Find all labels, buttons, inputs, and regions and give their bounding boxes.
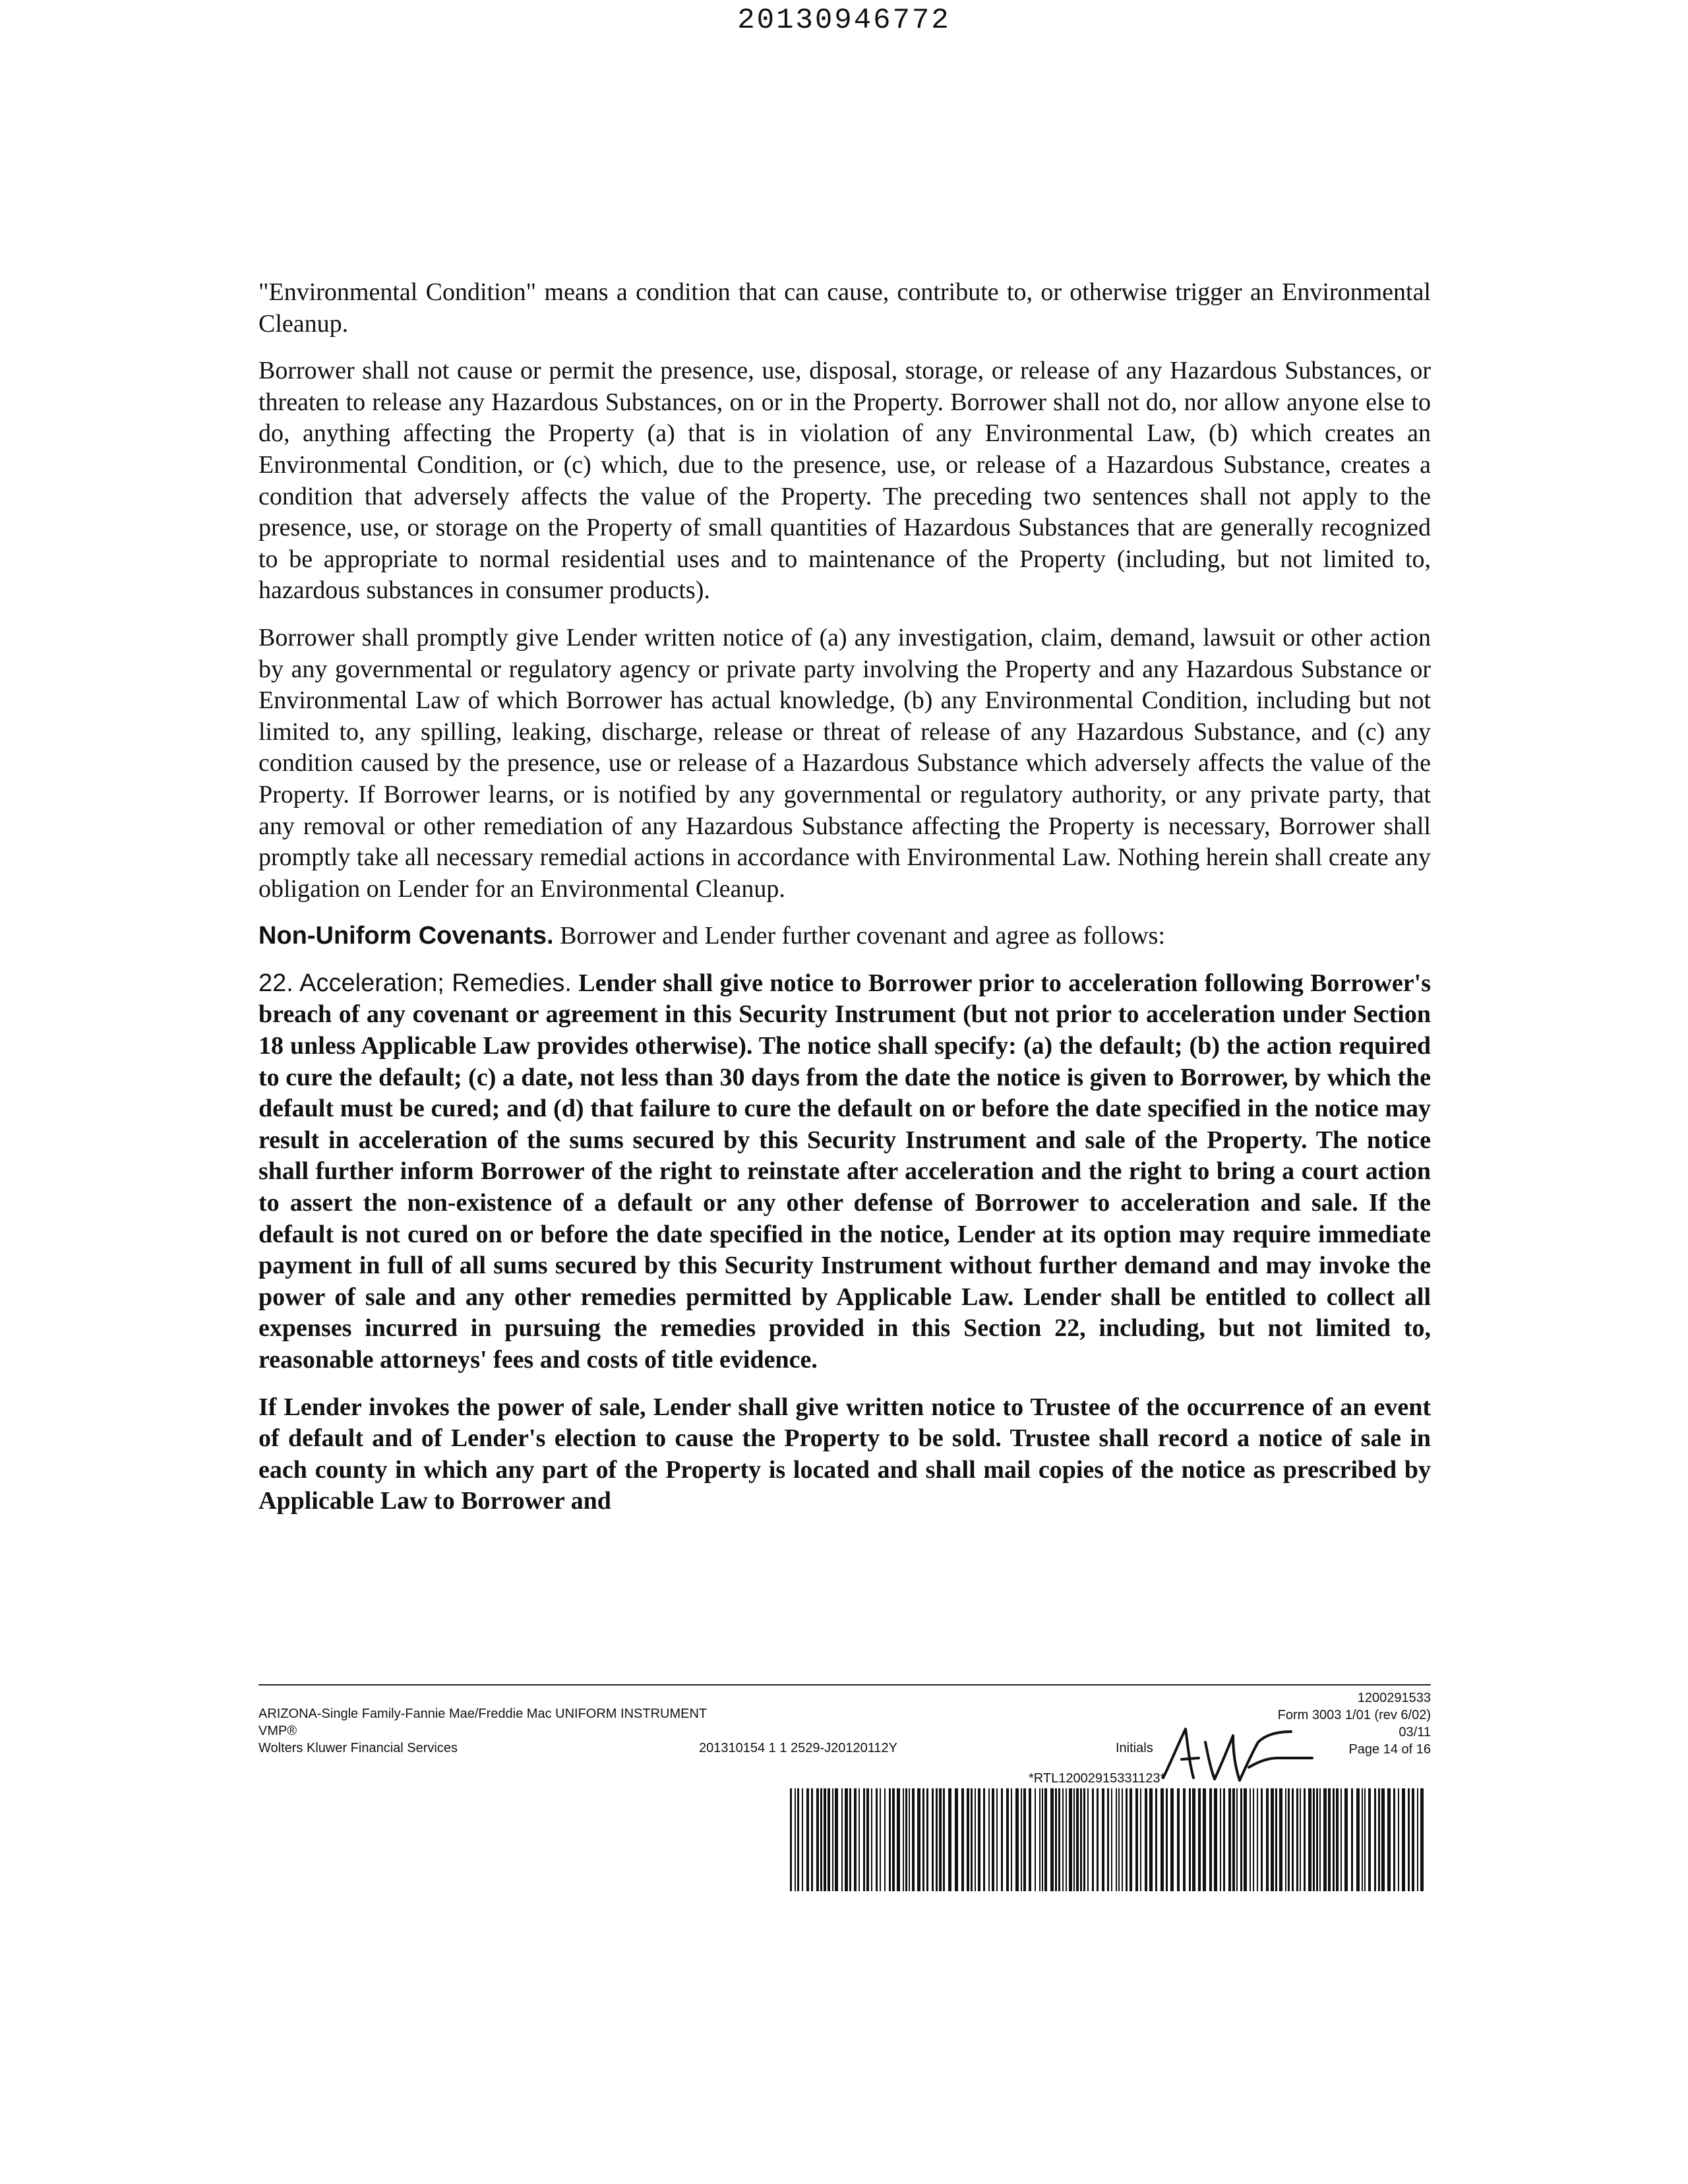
recording-number: 20130946772 (737, 4, 951, 37)
paragraph-section-22 (258, 968, 1431, 1376)
paragraph-environmental-condition: "Environmental Condition" means a condition that can cause, contribute to, or otherwise trigger an Environmental Cleanup. (258, 278, 1431, 338)
non-uniform-covenants-heading: Non-Uniform Covenants. (258, 922, 554, 950)
initials-signature-icon (1159, 1722, 1324, 1788)
document-code: 201310154 1 1 2529-J20120112Y (699, 1741, 898, 1755)
page-number: Page 14 of 16 (1348, 1742, 1431, 1757)
section-22-text: Lender shall give notice to Borrower prior to acceleration following Borrower's breach of any covenant or agreement in this Security Instrument (but not prior to acceleration under Section 18 unless Applicable Law provides otherwise). The notice shall specify: (a) the default; (b) the action required to cure the default; (c) a date, not less than 30 days from the date the notice is given to Borrower, by which the default must be cured; and (d) that failure to cure the default on or before the date specified in the notice may result in acceleration of the sums secured by this Security Instrument and sale of the Property. The notice shall further inform Borrower of the right to reinstate after acceleration and the right to bring a court action to assert the non-existence of a default or any other defense of Borrower to acceleration and sale. If the default is not cured on or before the date specified in the notice, Lender at its option may require immediate payment in full of all sums secured by this Security Instrument without further demand and may invoke the power of sale and any other remedies permitted by Applicable Law. Lender shall be entitled to collect all expenses incurred in pursuing the remedies provided in this Section 22, including, but not limited to, reasonable attorneys' fees and costs of title evidence. (258, 969, 1431, 1374)
paragraph-non-uniform-covenants (258, 921, 1431, 952)
loan-number: 1200291533 (1357, 1691, 1431, 1705)
section-22-heading: 22. Acceleration; Remedies. (258, 969, 572, 997)
non-uniform-covenants-text: Borrower and Lender further covenant and agree as follows: (560, 922, 1166, 950)
footer-divider (258, 1684, 1431, 1685)
initials-label: Initials (1116, 1741, 1153, 1755)
paragraph-notice-to-lender: Borrower shall promptly give Lender written notice of (a) any investigation, claim, demand, lawsuit or other action by any governmental or regulatory agency or private party involving the Property and any Hazardous Substance or Environmental Law of which Borrower has actual knowledge, (b) any Environmental Condition, including but not limited to, any spilling, leaking, discharge, release or threat of release of any Hazardous Substance, and (c) any condition caused by the presence, use or release of a Hazardous Substance which adversely affects the value of the Property. If Borrower learns, or is notified by any governmental or regulatory authority, or any private party, that any removal or other remediation of any Hazardous Substance affecting the Property is necessary, Borrower shall promptly take all necessary remedial actions in accordance with Environmental Law. Nothing herein shall create any obligation on Lender for an Environmental Cleanup. (258, 623, 1431, 903)
paragraph-hazardous-substances: Borrower shall not cause or permit the presence, use, disposal, storage, or release of any Hazardous Substances, or threaten to release any Hazardous Substances, on or in the Property. Borrower shall not do, nor allow anyone else to do, anything affecting the Property (a) that is in violation of any Environmental Law, (b) which creates an Environmental Condition, or (c) which, due to the presence, use, or release of a Hazardous Substance, creates a condition that adversely affects the value of the Property. The preceding two sentences shall not apply to the presence, use, or storage on the Property of small quantities of Hazardous Substances that are generally recognized to be appropriate to normal residential uses and to maintenance of the Property (including, but not limited to, hazardous substances in consumer products). (258, 357, 1431, 605)
publisher-name: Wolters Kluwer Financial Services (258, 1741, 458, 1755)
barcode-icon (790, 1788, 1426, 1891)
form-title: ARIZONA-Single Family-Fannie Mae/Freddie Mac UNIFORM INSTRUMENT (258, 1707, 708, 1721)
revision-date: 03/11 (1399, 1725, 1431, 1740)
document-body (258, 277, 1431, 1533)
vmp-mark: VMP® (258, 1724, 297, 1738)
paragraph-power-of-sale: If Lender invokes the power of sale, Lender shall give written notice to Trustee of the occurrence of an event of default and of Lender's election to cause the Property to be sold. Trustee shall record a notice of sale in each county in which any part of the Property is located and shall mail copies of the notice as prescribed by Applicable Law to Borrower and (258, 1393, 1431, 1515)
form-number: Form 3003 1/01 (rev 6/02) (1277, 1708, 1431, 1722)
barcode-caption: *RTL12002915331123* (1029, 1771, 1166, 1786)
